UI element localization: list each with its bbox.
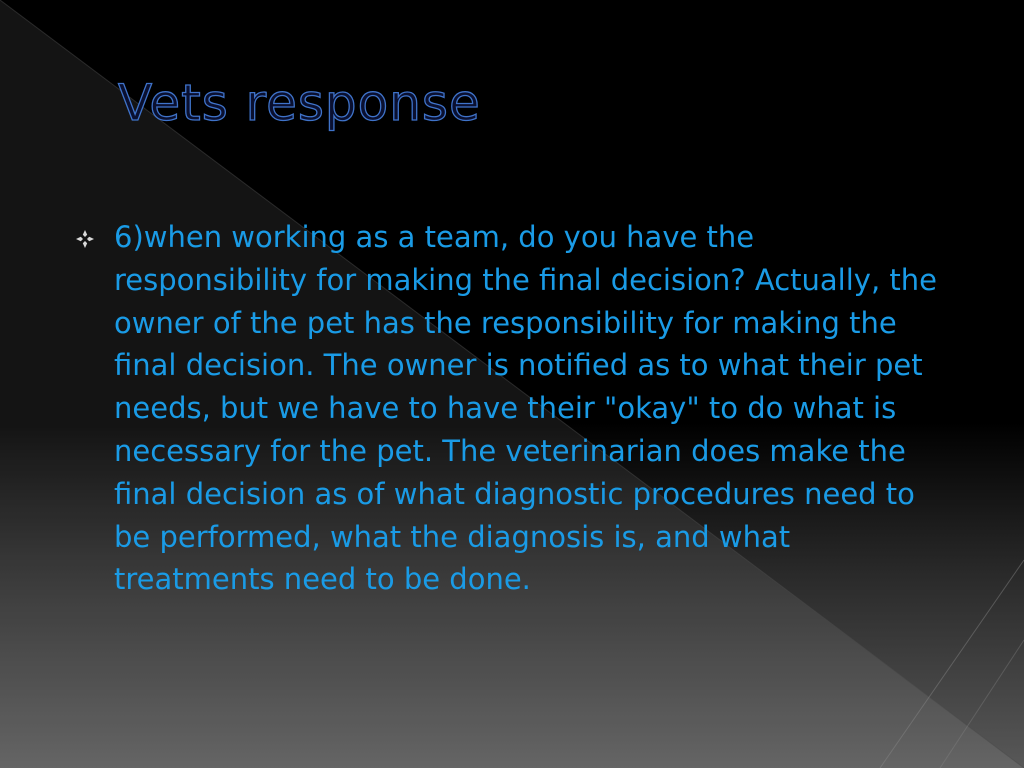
diamond-bullet-icon (72, 226, 98, 252)
bullet-text: 6)when working as a team, do you have the responsibility for making the final decision? Actually, the owner of the pet has the responsibility for making the final decision. The owner is notified as to what their pet needs, but we have to have their "okay" to do what is necessary for the pet. The veterinarian does make the final decision as of what diagnostic procedures need to be performed, what the diagnosis is, and what treatments need to be done. (114, 220, 937, 597)
bullet-item (72, 216, 952, 601)
slide-title: Vets response (118, 74, 481, 132)
bullet-list (72, 216, 952, 601)
